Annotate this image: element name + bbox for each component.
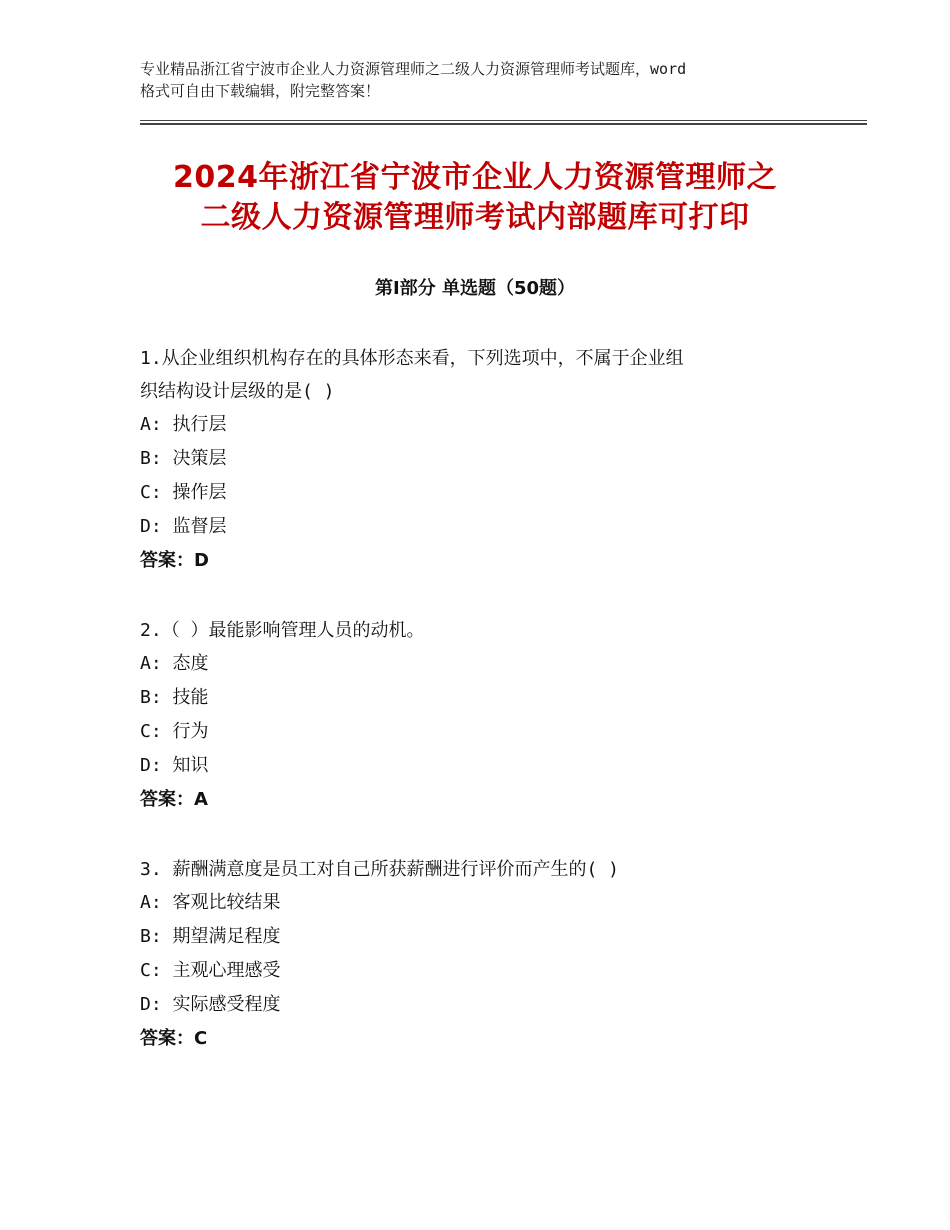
header-divider bbox=[140, 120, 867, 125]
option-b: B: 期望满足程度 bbox=[140, 926, 281, 947]
question-stem: 1.从企业组织机构存在的具体形态来看，下列选项中，不属于企业组 bbox=[140, 348, 684, 369]
question-stem: 3. 薪酬满意度是员工对自己所获薪酬进行评价而产生的( ) bbox=[140, 859, 620, 880]
option-a: A: 态度 bbox=[140, 653, 209, 674]
option-d: D: 实际感受程度 bbox=[140, 994, 281, 1015]
document-title-line-2: 二级人力资源管理师考试内部题库可打印 bbox=[200, 200, 750, 235]
option-d: D: 知识 bbox=[140, 755, 209, 776]
question-1 bbox=[140, 342, 830, 578]
question-list bbox=[140, 342, 830, 1092]
option-d: D: 监督层 bbox=[140, 516, 227, 537]
question-2 bbox=[140, 614, 830, 817]
header-note-line-2: 格式可自由下载编辑，附完整答案！ bbox=[140, 82, 381, 100]
option-a: A: 客观比较结果 bbox=[140, 892, 281, 913]
question-stem: 2.（ ）最能影响管理人员的动机。 bbox=[140, 620, 425, 641]
option-c: C: 操作层 bbox=[140, 482, 227, 503]
question-stem-continued: 织结构设计层级的是( ) bbox=[140, 381, 335, 402]
option-c: C: 行为 bbox=[140, 721, 209, 742]
answer: 答案：C bbox=[140, 1028, 208, 1049]
document-title bbox=[100, 158, 850, 238]
option-b: B: 技能 bbox=[140, 687, 209, 708]
answer: 答案：D bbox=[140, 550, 209, 571]
section-title: 第Ⅰ部分 单选题（50题） bbox=[374, 278, 575, 299]
header-note bbox=[140, 58, 840, 102]
header-note-line-1: 专业精品浙江省宁波市企业人力资源管理师之二级人力资源管理师考试题库，word bbox=[140, 60, 687, 78]
answer: 答案：A bbox=[140, 789, 208, 810]
question-3 bbox=[140, 853, 830, 1056]
option-a: A: 执行层 bbox=[140, 414, 227, 435]
option-c: C: 主观心理感受 bbox=[140, 960, 281, 981]
option-b: B: 决策层 bbox=[140, 448, 227, 469]
document-title-line-1: 2024年浙江省宁波市企业人力资源管理师之 bbox=[173, 160, 777, 195]
